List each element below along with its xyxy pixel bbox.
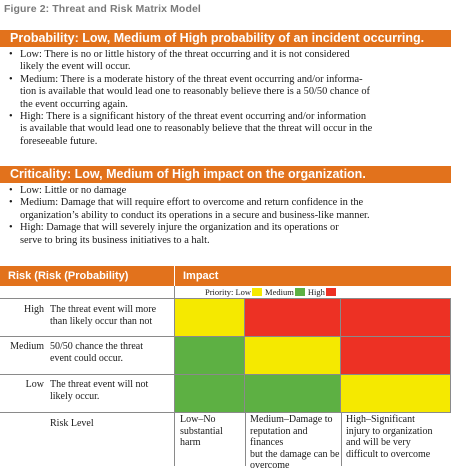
matrix-cell-high-low bbox=[175, 299, 245, 337]
matrix-cell-low-high bbox=[341, 375, 451, 413]
matrix-cell-high-high bbox=[341, 299, 451, 337]
impact-level-medium: Medium–Damage to reputation and finances but the damage can be overcome bbox=[250, 414, 340, 471]
grid-line-horizontal bbox=[0, 336, 175, 337]
row-level-medium: Medium bbox=[10, 341, 44, 352]
criticality-header: Criticality: Low, Medium of High impact on the organization. bbox=[0, 166, 451, 183]
matrix-cell-high-medium bbox=[245, 299, 341, 337]
priority-legend bbox=[205, 287, 339, 297]
matrix-cell-medium-high bbox=[341, 337, 451, 375]
grid-line-horizontal bbox=[0, 374, 175, 375]
list-item: • Low: There is no or little history of the threat occurring and it is not considered likely the event will occur. bbox=[9, 49, 350, 73]
impact-level-high: High–Significant injury to organization and will be very difficult to overcome bbox=[346, 414, 433, 460]
priority-medium-label: Medium bbox=[265, 287, 294, 297]
priority-low-label: Priority: Low bbox=[205, 287, 252, 297]
impact-level-low: Low–No substantial harm bbox=[180, 414, 223, 448]
red-swatch bbox=[326, 288, 336, 296]
risk-level-label: Risk Level bbox=[50, 418, 94, 429]
grid-line-horizontal bbox=[0, 412, 451, 413]
matrix-cell-low-low bbox=[175, 375, 245, 413]
grid-line-vertical bbox=[174, 286, 175, 466]
list-item: • High: There is a significant history of the threat event occurring and/or information is available that would lead one to reasonably believe that the threat will occur in the foreseeable future. bbox=[9, 111, 373, 147]
matrix-cell-medium-low bbox=[175, 337, 245, 375]
row-level-low: Low bbox=[25, 379, 44, 390]
list-item: • Low: Little or no damage bbox=[9, 185, 127, 196]
impact-header: Impact bbox=[175, 266, 451, 286]
row-desc-low: The threat event will not likely occur. bbox=[50, 379, 149, 402]
probability-list bbox=[8, 49, 448, 148]
criticality-list bbox=[8, 185, 448, 247]
probability-header: Probability: Low, Medium of High probability of an incident occurring. bbox=[0, 30, 451, 47]
risk-header: Risk (Risk (Probability) bbox=[0, 266, 174, 286]
priority-high-label: High bbox=[307, 287, 325, 297]
row-desc-high: The threat event will more than likely occur than not bbox=[50, 304, 157, 327]
row-desc-medium: 50/50 chance the threat event could occur. bbox=[50, 341, 144, 364]
grid-line-vertical bbox=[245, 412, 246, 466]
list-item: • High: Damage that will severely injure the organization and its operations or serve to bring its business initiatives to a halt. bbox=[9, 222, 339, 246]
green-swatch bbox=[295, 288, 305, 296]
list-item: • Medium: Damage that will require effort to overcome and return confidence in the organization’s ability to conduct its operations in a secure and business-like manner. bbox=[9, 197, 370, 221]
matrix-cell-low-medium bbox=[245, 375, 341, 413]
figure-caption: Figure 2: Threat and Risk Matrix Model bbox=[4, 3, 201, 15]
list-item: • Medium: There is a moderate history of the threat event occurring and/or informa- tion is available that would lead one to reasonably believe there is a 50/50 chance of the event occurring again. bbox=[9, 73, 370, 110]
grid-line-horizontal bbox=[0, 298, 451, 299]
yellow-swatch bbox=[252, 288, 262, 296]
risk-matrix bbox=[0, 266, 451, 471]
matrix-cell-medium-medium bbox=[245, 337, 341, 375]
row-level-high: High bbox=[24, 304, 44, 315]
